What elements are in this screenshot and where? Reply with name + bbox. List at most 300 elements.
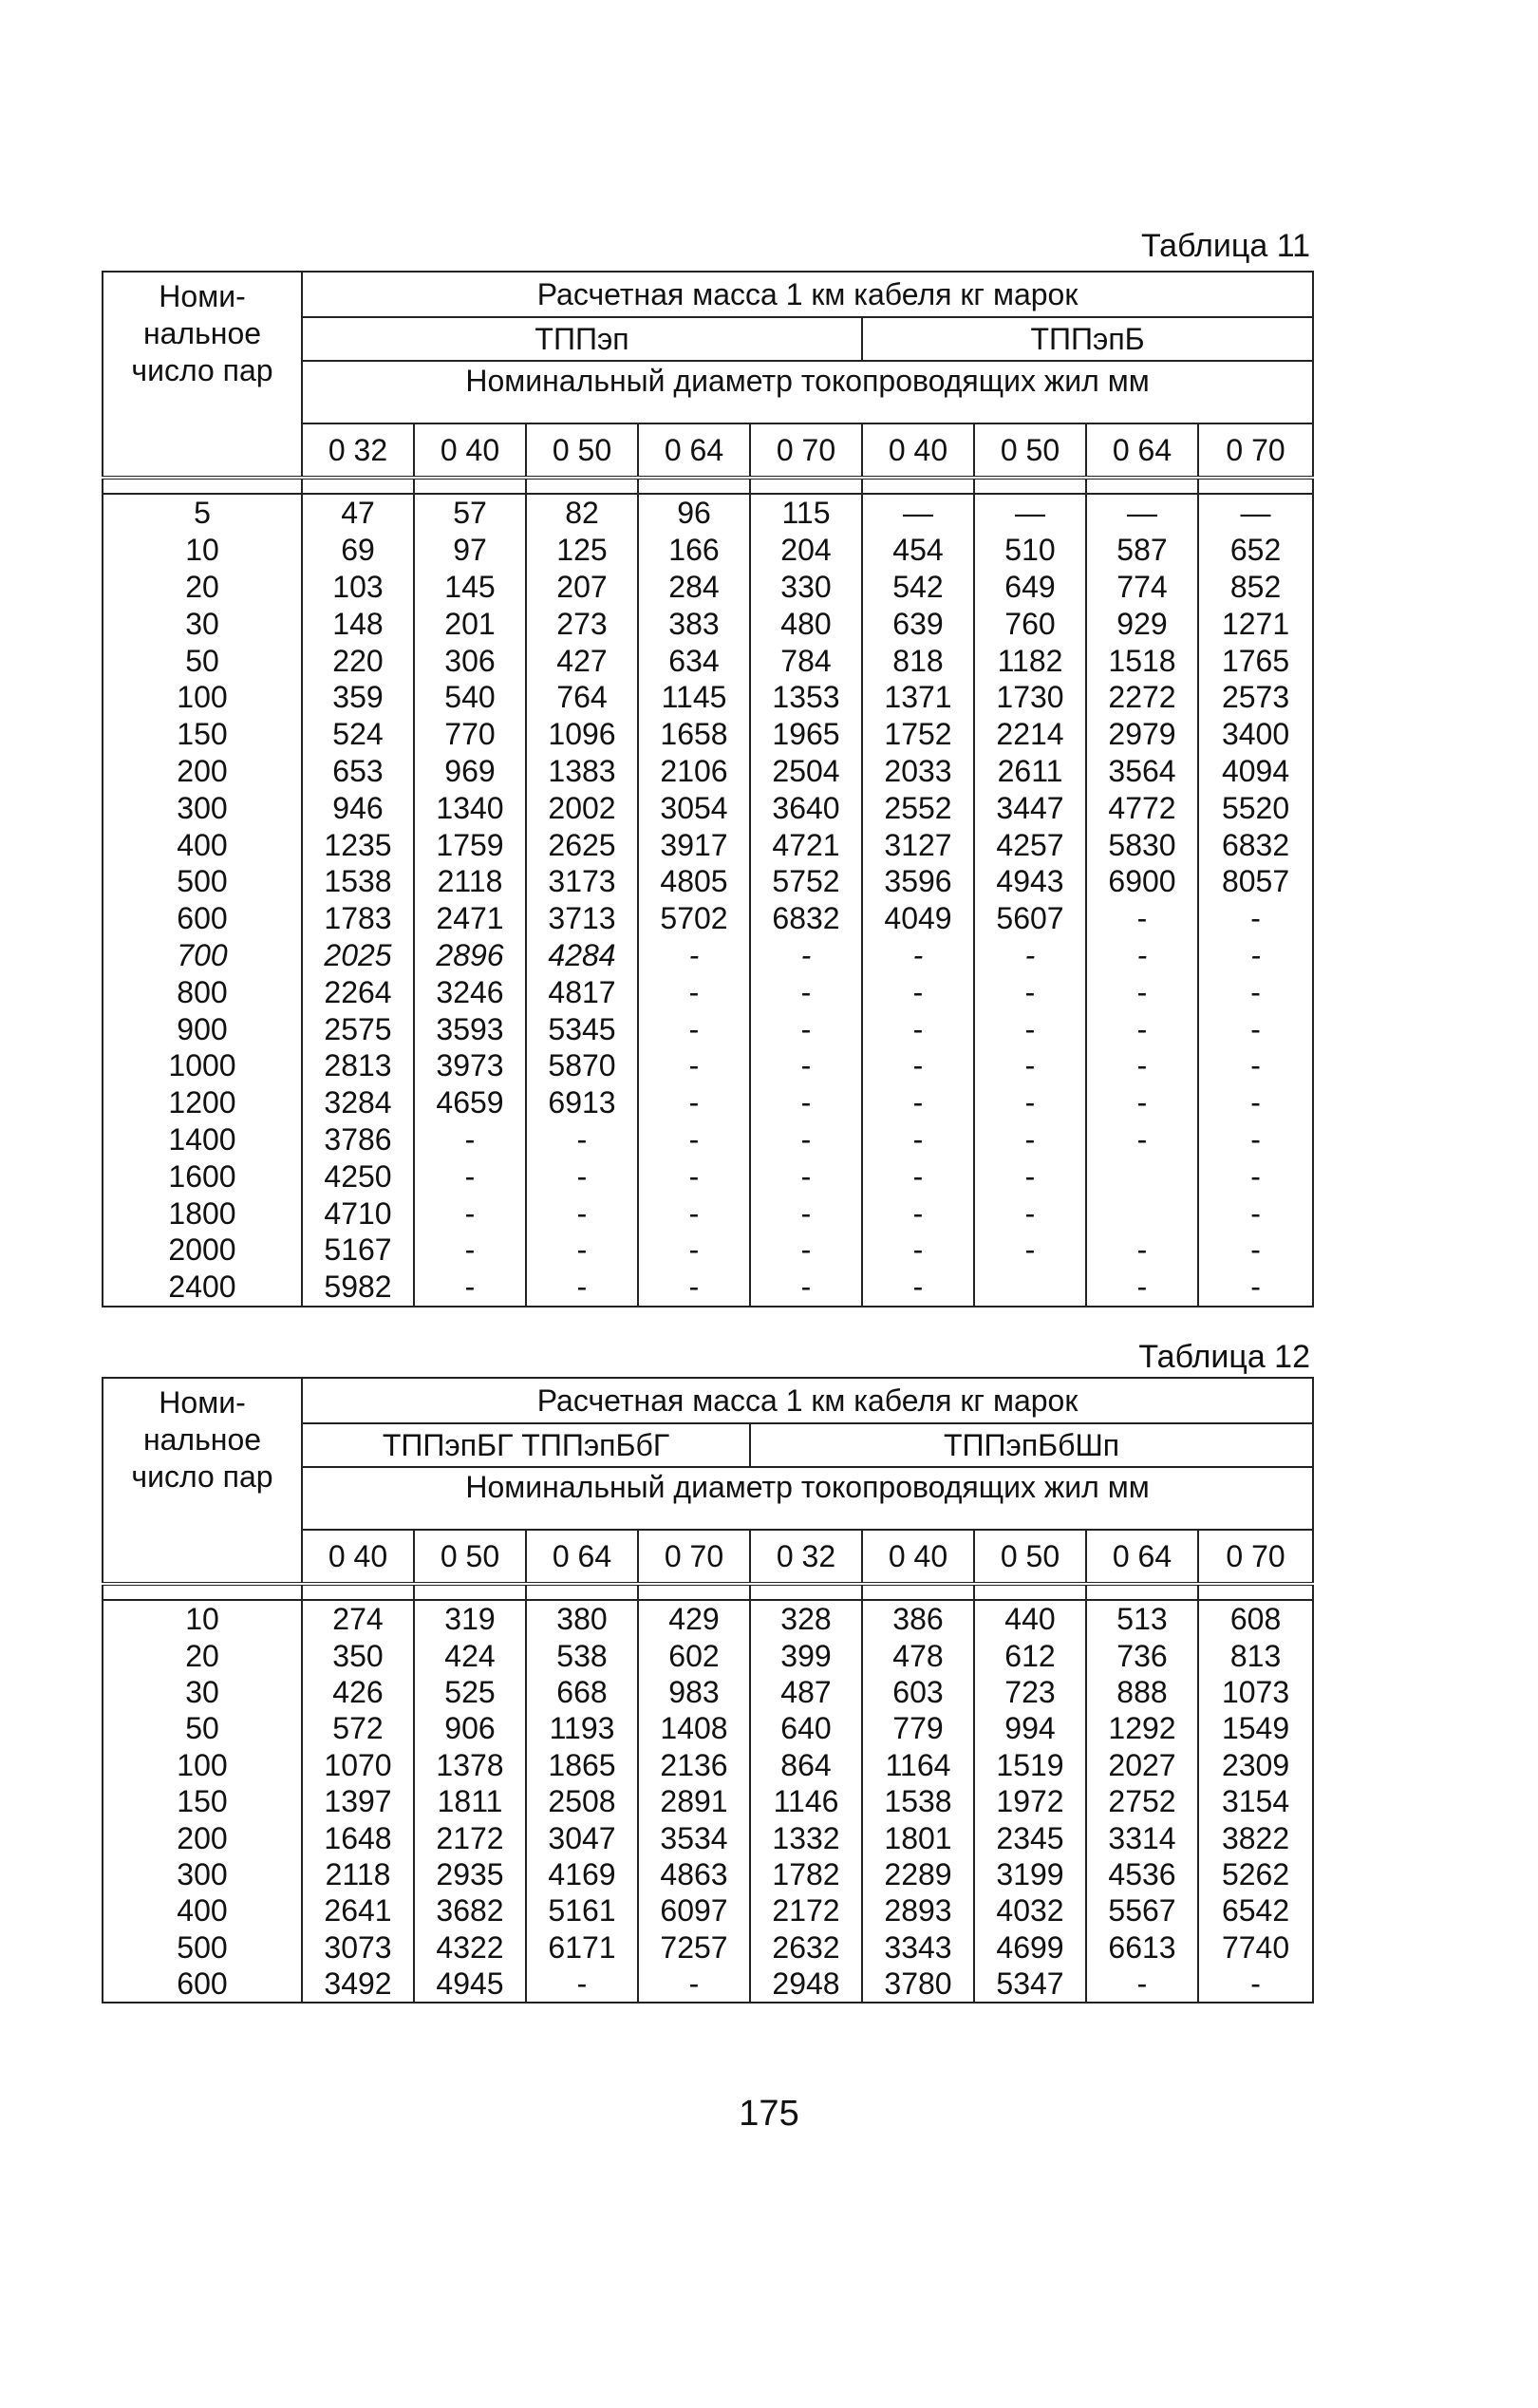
table-row bbox=[103, 1892, 1313, 1928]
mass-value-cell: 319 bbox=[414, 1600, 526, 1637]
pair-count-cell: 1600 bbox=[103, 1157, 302, 1195]
mass-value-cell: 572 bbox=[302, 1710, 414, 1746]
pair-count-cell: 900 bbox=[103, 1010, 302, 1047]
mass-value-cell: 4049 bbox=[862, 900, 974, 937]
mass-value-cell: - bbox=[974, 1121, 1086, 1158]
mass-value-cell bbox=[1086, 1157, 1198, 1195]
mass-value-cell: 1378 bbox=[414, 1747, 526, 1783]
pair-count-cell: 800 bbox=[103, 973, 302, 1010]
mass-header: Расчетная масса 1 км кабеля кг марок bbox=[302, 1378, 1313, 1423]
mass-value-cell: - bbox=[862, 1084, 974, 1121]
mass-value-cell: 47 bbox=[302, 494, 414, 532]
mass-value-cell: 6613 bbox=[1086, 1929, 1198, 1966]
pair-count-cell: 150 bbox=[103, 716, 302, 753]
diameter-cell: 0 50 bbox=[526, 423, 638, 478]
diameter-header: Номинальный диаметр токопроводящих жил мм bbox=[302, 1467, 1313, 1530]
mass-value-cell: - bbox=[1086, 1047, 1198, 1084]
mass-value-cell: - bbox=[526, 1966, 638, 2003]
mass-value-cell: 1801 bbox=[862, 1819, 974, 1855]
pair-count-cell: 700 bbox=[103, 937, 302, 974]
mass-value-cell: 723 bbox=[974, 1674, 1086, 1710]
mass-value-cell: 2611 bbox=[974, 753, 1086, 790]
mass-value-cell: 602 bbox=[638, 1637, 750, 1673]
mass-value-cell: 3786 bbox=[302, 1121, 414, 1158]
mass-value-cell: 125 bbox=[526, 532, 638, 569]
mass-value-cell: 5520 bbox=[1198, 789, 1313, 826]
mass-value-cell: 608 bbox=[1198, 1600, 1313, 1637]
mass-value-cell: 4805 bbox=[638, 863, 750, 900]
mass-value-cell: - bbox=[1086, 1269, 1198, 1307]
pair-count-cell: 200 bbox=[103, 753, 302, 790]
mass-value-cell: 3822 bbox=[1198, 1819, 1313, 1855]
mass-value-cell: - bbox=[974, 1010, 1086, 1047]
table-row bbox=[103, 1929, 1313, 1966]
mass-value-cell: 3492 bbox=[302, 1966, 414, 2003]
mass-value-cell: — bbox=[974, 494, 1086, 532]
diameter-cell: 0 50 bbox=[414, 1530, 526, 1584]
mass-value-cell: - bbox=[638, 1121, 750, 1158]
mass-value-cell: 5752 bbox=[750, 863, 862, 900]
mass-value-cell: - bbox=[638, 1269, 750, 1307]
mass-value-cell: - bbox=[414, 1269, 526, 1307]
table-row bbox=[103, 1010, 1313, 1047]
mass-value-cell: 7740 bbox=[1198, 1929, 1313, 1966]
mass-value-cell: 2641 bbox=[302, 1892, 414, 1928]
table-row bbox=[103, 605, 1313, 642]
table-row bbox=[103, 1819, 1313, 1855]
mass-value-cell: 994 bbox=[974, 1710, 1086, 1746]
mass-value-cell: - bbox=[750, 1010, 862, 1047]
mass-value-cell: 4817 bbox=[526, 973, 638, 1010]
mass-value-cell: 538 bbox=[526, 1637, 638, 1673]
pair-count-cell: 1200 bbox=[103, 1084, 302, 1121]
brand-header-b: ТППэпБбШп bbox=[750, 1423, 1313, 1467]
mass-value-cell: 2106 bbox=[638, 753, 750, 790]
mass-value-cell: 1408 bbox=[638, 1710, 750, 1746]
mass-value-cell: 764 bbox=[526, 679, 638, 716]
mass-value-cell: 2025 bbox=[302, 937, 414, 974]
mass-value-cell: - bbox=[1198, 1121, 1313, 1158]
mass-value-cell: 1193 bbox=[526, 1710, 638, 1746]
table-12 bbox=[102, 1377, 1314, 2004]
mass-value-cell: 6832 bbox=[1198, 826, 1313, 863]
mass-value-cell: 542 bbox=[862, 569, 974, 606]
mass-value-cell: - bbox=[862, 1195, 974, 1232]
mass-value-cell: 2575 bbox=[302, 1010, 414, 1047]
mass-value-cell: 97 bbox=[414, 532, 526, 569]
diameter-cell: 0 40 bbox=[862, 1530, 974, 1584]
mass-value-cell: 4284 bbox=[526, 937, 638, 974]
table-row bbox=[103, 716, 1313, 753]
mass-value-cell: 2893 bbox=[862, 1892, 974, 1928]
mass-value-cell: 220 bbox=[302, 642, 414, 679]
mass-value-cell: 4094 bbox=[1198, 753, 1313, 790]
diameter-cell: 0 70 bbox=[1198, 1530, 1313, 1584]
table-row bbox=[103, 1637, 1313, 1673]
brand-header-a: ТППэп bbox=[302, 317, 862, 361]
mass-value-cell: 2172 bbox=[414, 1819, 526, 1855]
pair-count-cell: 500 bbox=[103, 863, 302, 900]
pair-count-cell: 600 bbox=[103, 900, 302, 937]
diameter-cell: 0 64 bbox=[526, 1530, 638, 1584]
mass-value-cell: 1332 bbox=[750, 1819, 862, 1855]
mass-value-cell: - bbox=[638, 1084, 750, 1121]
diameter-cell: 0 64 bbox=[1086, 423, 1198, 478]
diameter-cell: 0 40 bbox=[302, 1530, 414, 1584]
table-row bbox=[103, 1195, 1313, 1232]
mass-value-cell: 5702 bbox=[638, 900, 750, 937]
pair-count-cell: 100 bbox=[103, 679, 302, 716]
mass-value-cell: 5345 bbox=[526, 1010, 638, 1047]
mass-value-cell: 3640 bbox=[750, 789, 862, 826]
mass-value-cell: 668 bbox=[526, 1674, 638, 1710]
table-row bbox=[103, 1121, 1313, 1158]
mass-value-cell: - bbox=[638, 1195, 750, 1232]
mass-value-cell: - bbox=[750, 1269, 862, 1307]
pair-count-cell: 50 bbox=[103, 642, 302, 679]
pair-count-cell: 400 bbox=[103, 826, 302, 863]
pair-count-cell: 300 bbox=[103, 789, 302, 826]
pair-count-cell: 1800 bbox=[103, 1195, 302, 1232]
mass-value-cell: 2504 bbox=[750, 753, 862, 790]
pair-count-cell: 2000 bbox=[103, 1232, 302, 1269]
mass-value-cell: - bbox=[862, 973, 974, 1010]
diameter-cell: 0 50 bbox=[974, 1530, 1086, 1584]
mass-value-cell: 1271 bbox=[1198, 605, 1313, 642]
pair-count-cell: 150 bbox=[103, 1783, 302, 1819]
mass-value-cell: - bbox=[414, 1157, 526, 1195]
mass-value-cell: 906 bbox=[414, 1710, 526, 1746]
mass-value-cell: 2573 bbox=[1198, 679, 1313, 716]
table-row bbox=[103, 1232, 1313, 1269]
mass-value-cell: 603 bbox=[862, 1674, 974, 1710]
mass-value-cell: - bbox=[862, 937, 974, 974]
mass-value-cell: 1235 bbox=[302, 826, 414, 863]
mass-value-cell: 2752 bbox=[1086, 1783, 1198, 1819]
mass-value-cell: 5830 bbox=[1086, 826, 1198, 863]
mass-value-cell: - bbox=[750, 1195, 862, 1232]
mass-value-cell: 3073 bbox=[302, 1929, 414, 1966]
mass-value-cell: 5262 bbox=[1198, 1856, 1313, 1892]
mass-value-cell: - bbox=[638, 1232, 750, 1269]
mass-value-cell: - bbox=[414, 1121, 526, 1158]
mass-value-cell: 2896 bbox=[414, 937, 526, 974]
mass-value-cell: 1730 bbox=[974, 679, 1086, 716]
mass-value-cell: 983 bbox=[638, 1674, 750, 1710]
mass-value-cell: 3246 bbox=[414, 973, 526, 1010]
mass-value-cell: 653 bbox=[302, 753, 414, 790]
mass-value-cell: - bbox=[1198, 1157, 1313, 1195]
pair-count-cell: 50 bbox=[103, 1710, 302, 1746]
mass-value-cell: 540 bbox=[414, 679, 526, 716]
diameter-cell: 0 64 bbox=[638, 423, 750, 478]
mass-value-cell: 2136 bbox=[638, 1747, 750, 1783]
mass-value-cell: 96 bbox=[638, 494, 750, 532]
pair-count-cell: 600 bbox=[103, 1966, 302, 2003]
mass-value-cell: 5347 bbox=[974, 1966, 1086, 2003]
mass-value-cell: 1145 bbox=[638, 679, 750, 716]
mass-value-cell: 148 bbox=[302, 605, 414, 642]
mass-value-cell: 426 bbox=[302, 1674, 414, 1710]
mass-value-cell: - bbox=[1198, 1195, 1313, 1232]
page-number: 175 bbox=[739, 2094, 799, 2134]
mass-value-cell: 2979 bbox=[1086, 716, 1198, 753]
mass-value-cell: 4699 bbox=[974, 1929, 1086, 1966]
mass-value-cell: 8057 bbox=[1198, 863, 1313, 900]
mass-value-cell: 2813 bbox=[302, 1047, 414, 1084]
mass-value-cell: 3400 bbox=[1198, 716, 1313, 753]
mass-value-cell: 4169 bbox=[526, 1856, 638, 1892]
mass-value-cell: - bbox=[1086, 900, 1198, 937]
mass-value-cell: 201 bbox=[414, 605, 526, 642]
mass-value-cell: - bbox=[862, 1157, 974, 1195]
mass-value-cell: 1811 bbox=[414, 1783, 526, 1819]
mass-value-cell: - bbox=[862, 1232, 974, 1269]
mass-value-cell: - bbox=[1198, 973, 1313, 1010]
mass-value-cell: - bbox=[638, 1010, 750, 1047]
table-row bbox=[103, 569, 1313, 606]
mass-value-cell: 652 bbox=[1198, 532, 1313, 569]
mass-value-cell: 1752 bbox=[862, 716, 974, 753]
mass-value-cell: 3596 bbox=[862, 863, 974, 900]
mass-value-cell: 1648 bbox=[302, 1819, 414, 1855]
mass-value-cell: 3780 bbox=[862, 1966, 974, 2003]
mass-value-cell: 2471 bbox=[414, 900, 526, 937]
mass-value-cell: 3154 bbox=[1198, 1783, 1313, 1819]
mass-value-cell: - bbox=[862, 1047, 974, 1084]
mass-value-cell: 779 bbox=[862, 1710, 974, 1746]
mass-value-cell: - bbox=[862, 1269, 974, 1307]
mass-value-cell: 3284 bbox=[302, 1084, 414, 1121]
mass-value-cell: 2264 bbox=[302, 973, 414, 1010]
mass-value-cell: 3173 bbox=[526, 863, 638, 900]
table-row bbox=[103, 937, 1313, 974]
mass-value-cell: 6542 bbox=[1198, 1892, 1313, 1928]
mass-value-cell: 634 bbox=[638, 642, 750, 679]
mass-value-cell: 4721 bbox=[750, 826, 862, 863]
mass-value-cell: 454 bbox=[862, 532, 974, 569]
diameter-cell: 0 32 bbox=[750, 1530, 862, 1584]
mass-value-cell: 7257 bbox=[638, 1929, 750, 1966]
mass-value-cell: 513 bbox=[1086, 1600, 1198, 1637]
row-header: Номи- нальное число пар bbox=[103, 1378, 302, 1584]
table-row bbox=[103, 1269, 1313, 1307]
mass-value-cell: 6913 bbox=[526, 1084, 638, 1121]
mass-value-cell: 1096 bbox=[526, 716, 638, 753]
diameter-cell: 0 70 bbox=[750, 423, 862, 478]
mass-value-cell: 4710 bbox=[302, 1195, 414, 1232]
mass-value-cell: - bbox=[1086, 937, 1198, 974]
mass-value-cell: 3343 bbox=[862, 1929, 974, 1966]
diameter-cell: 0 70 bbox=[638, 1530, 750, 1584]
mass-value-cell: - bbox=[526, 1269, 638, 1307]
mass-value-cell: - bbox=[862, 1121, 974, 1158]
mass-value-cell: 480 bbox=[750, 605, 862, 642]
mass-value-cell: 1965 bbox=[750, 716, 862, 753]
pair-count-cell: 20 bbox=[103, 1637, 302, 1673]
mass-value-cell: 115 bbox=[750, 494, 862, 532]
mass-value-cell: 3054 bbox=[638, 789, 750, 826]
mass-value-cell: 383 bbox=[638, 605, 750, 642]
mass-value-cell: 3564 bbox=[1086, 753, 1198, 790]
mass-value-cell: 2002 bbox=[526, 789, 638, 826]
mass-value-cell: 770 bbox=[414, 716, 526, 753]
mass-value-cell: 5982 bbox=[302, 1269, 414, 1307]
mass-value-cell: 399 bbox=[750, 1637, 862, 1673]
mass-value-cell: 440 bbox=[974, 1600, 1086, 1637]
mass-value-cell: 380 bbox=[526, 1600, 638, 1637]
mass-value-cell: 888 bbox=[1086, 1674, 1198, 1710]
mass-value-cell: 1865 bbox=[526, 1747, 638, 1783]
mass-value-cell: 510 bbox=[974, 532, 1086, 569]
table-row bbox=[103, 900, 1313, 937]
mass-value-cell: 640 bbox=[750, 1710, 862, 1746]
mass-value-cell: 207 bbox=[526, 569, 638, 606]
pair-count-cell: 30 bbox=[103, 1674, 302, 1710]
mass-value-cell: - bbox=[1086, 973, 1198, 1010]
mass-value-cell: 760 bbox=[974, 605, 1086, 642]
mass-value-cell: 1292 bbox=[1086, 1710, 1198, 1746]
table-11-caption: Таблица 11 bbox=[1140, 228, 1310, 264]
pair-count-cell: 1000 bbox=[103, 1047, 302, 1084]
table-11 bbox=[102, 271, 1314, 1307]
mass-value-cell: 4863 bbox=[638, 1856, 750, 1892]
mass-value-cell: 145 bbox=[414, 569, 526, 606]
mass-value-cell: 969 bbox=[414, 753, 526, 790]
mass-value-cell: 2289 bbox=[862, 1856, 974, 1892]
mass-value-cell: 2345 bbox=[974, 1819, 1086, 1855]
mass-value-cell: 204 bbox=[750, 532, 862, 569]
mass-value-cell: 1765 bbox=[1198, 642, 1313, 679]
mass-value-cell: 774 bbox=[1086, 569, 1198, 606]
mass-value-cell: 1518 bbox=[1086, 642, 1198, 679]
mass-value-cell bbox=[1086, 1195, 1198, 1232]
mass-value-cell: 386 bbox=[862, 1600, 974, 1637]
brand-header-b: ТППэпБ bbox=[862, 317, 1313, 361]
mass-value-cell: 3447 bbox=[974, 789, 1086, 826]
diameter-cell: 0 40 bbox=[862, 423, 974, 478]
mass-value-cell: 3534 bbox=[638, 1819, 750, 1855]
table-row bbox=[103, 789, 1313, 826]
table-row bbox=[103, 1084, 1313, 1121]
mass-value-cell: - bbox=[1086, 1010, 1198, 1047]
mass-value-cell: 6900 bbox=[1086, 863, 1198, 900]
pair-count-cell: 1400 bbox=[103, 1121, 302, 1158]
table-row bbox=[103, 1600, 1313, 1637]
mass-value-cell: 1549 bbox=[1198, 1710, 1313, 1746]
mass-value-cell: 736 bbox=[1086, 1637, 1198, 1673]
mass-value-cell: - bbox=[1198, 1084, 1313, 1121]
mass-value-cell: 2508 bbox=[526, 1783, 638, 1819]
diameter-cell: 0 50 bbox=[974, 423, 1086, 478]
mass-value-cell: 2272 bbox=[1086, 679, 1198, 716]
mass-value-cell: 2118 bbox=[414, 863, 526, 900]
mass-value-cell: - bbox=[1086, 1121, 1198, 1158]
mass-value-cell: 3713 bbox=[526, 900, 638, 937]
table-row bbox=[103, 826, 1313, 863]
mass-value-cell: 649 bbox=[974, 569, 1086, 606]
mass-value-cell: 3682 bbox=[414, 1892, 526, 1928]
mass-value-cell: 2935 bbox=[414, 1856, 526, 1892]
table-11-body bbox=[103, 494, 1313, 1307]
mass-value-cell: - bbox=[974, 1157, 1086, 1195]
diameter-cell: 0 70 bbox=[1198, 423, 1313, 478]
mass-value-cell: - bbox=[750, 1084, 862, 1121]
pair-count-cell: 2400 bbox=[103, 1269, 302, 1307]
mass-value-cell: 69 bbox=[302, 532, 414, 569]
mass-value-cell: 1538 bbox=[862, 1783, 974, 1819]
pair-count-cell: 20 bbox=[103, 569, 302, 606]
mass-value-cell: - bbox=[638, 1157, 750, 1195]
pair-count-cell: 500 bbox=[103, 1929, 302, 1966]
mass-value-cell: 103 bbox=[302, 569, 414, 606]
mass-value-cell: - bbox=[1198, 1047, 1313, 1084]
diameter-cell: 0 32 bbox=[302, 423, 414, 478]
mass-value-cell: 852 bbox=[1198, 569, 1313, 606]
mass-value-cell: 6832 bbox=[750, 900, 862, 937]
mass-value-cell: 1782 bbox=[750, 1856, 862, 1892]
mass-value-cell: 4322 bbox=[414, 1929, 526, 1966]
mass-value-cell: 4257 bbox=[974, 826, 1086, 863]
mass-value-cell: 427 bbox=[526, 642, 638, 679]
mass-value-cell: 946 bbox=[302, 789, 414, 826]
mass-value-cell: 5870 bbox=[526, 1047, 638, 1084]
mass-value-cell: 1783 bbox=[302, 900, 414, 937]
pair-count-cell: 300 bbox=[103, 1856, 302, 1892]
mass-value-cell: 3973 bbox=[414, 1047, 526, 1084]
mass-value-cell: 4659 bbox=[414, 1084, 526, 1121]
mass-value-cell: - bbox=[414, 1195, 526, 1232]
mass-value-cell: 350 bbox=[302, 1637, 414, 1673]
mass-value-cell: 1340 bbox=[414, 789, 526, 826]
mass-value-cell: 929 bbox=[1086, 605, 1198, 642]
mass-value-cell: 1073 bbox=[1198, 1674, 1313, 1710]
mass-value-cell: - bbox=[414, 1232, 526, 1269]
mass-value-cell: 813 bbox=[1198, 1637, 1313, 1673]
mass-value-cell: 166 bbox=[638, 532, 750, 569]
mass-value-cell: 3593 bbox=[414, 1010, 526, 1047]
brand-header-a: ТППэпБГ ТППэпБбГ bbox=[302, 1423, 750, 1467]
mass-value-cell: - bbox=[1198, 1269, 1313, 1307]
mass-value-cell: - bbox=[638, 1966, 750, 2003]
mass-value-cell: 4943 bbox=[974, 863, 1086, 900]
mass-value-cell: 5167 bbox=[302, 1232, 414, 1269]
table-row bbox=[103, 1783, 1313, 1819]
mass-value-cell: 864 bbox=[750, 1747, 862, 1783]
mass-value-cell: 424 bbox=[414, 1637, 526, 1673]
mass-value-cell: 2948 bbox=[750, 1966, 862, 2003]
mass-value-cell: 478 bbox=[862, 1637, 974, 1673]
mass-value-cell: - bbox=[750, 1121, 862, 1158]
mass-value-cell: 273 bbox=[526, 605, 638, 642]
mass-value-cell: 330 bbox=[750, 569, 862, 606]
mass-value-cell: 3127 bbox=[862, 826, 974, 863]
table-row bbox=[103, 1710, 1313, 1746]
mass-value-cell: 4250 bbox=[302, 1157, 414, 1195]
mass-value-cell: 2632 bbox=[750, 1929, 862, 1966]
mass-value-cell: 2118 bbox=[302, 1856, 414, 1892]
mass-value-cell: - bbox=[750, 1157, 862, 1195]
mass-value-cell: 6097 bbox=[638, 1892, 750, 1928]
mass-value-cell: 3917 bbox=[638, 826, 750, 863]
mass-value-cell: 1972 bbox=[974, 1783, 1086, 1819]
mass-value-cell: 328 bbox=[750, 1600, 862, 1637]
mass-value-cell: — bbox=[862, 494, 974, 532]
mass-value-cell: 2214 bbox=[974, 716, 1086, 753]
mass-value-cell: 1658 bbox=[638, 716, 750, 753]
diameter-header: Номинальный диаметр токопроводящих жил мм bbox=[302, 361, 1313, 423]
mass-value-cell: — bbox=[1198, 494, 1313, 532]
